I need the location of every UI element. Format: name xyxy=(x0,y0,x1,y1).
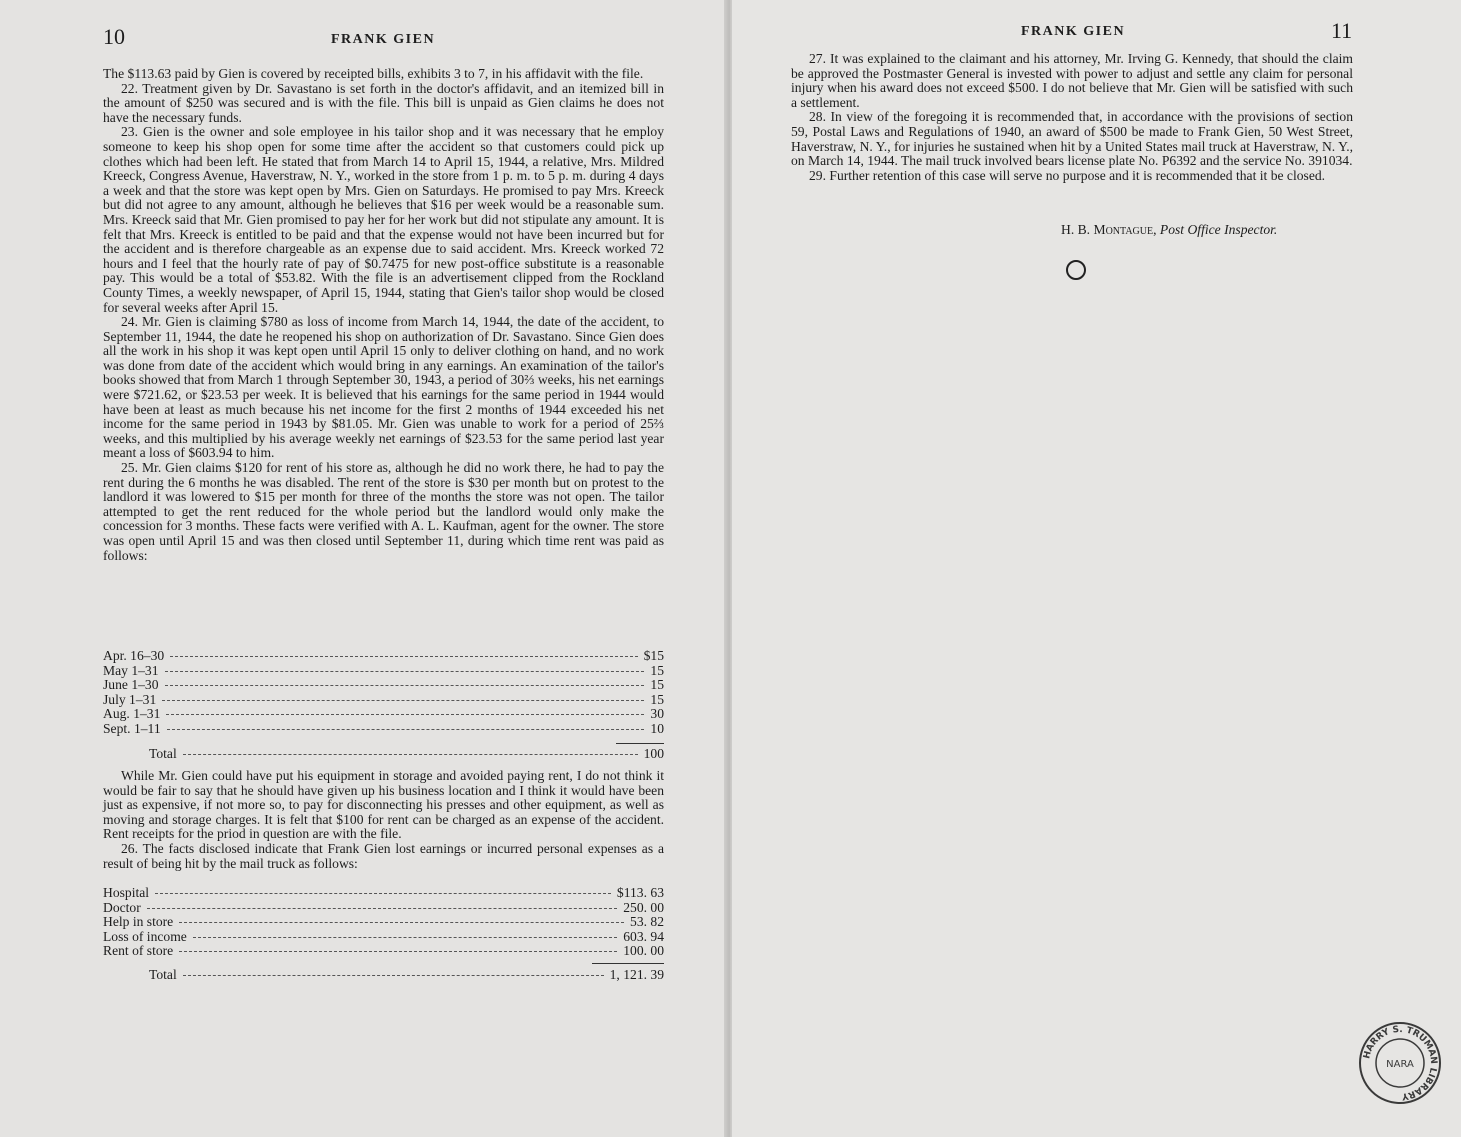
left-body xyxy=(103,67,664,563)
paragraph: 23. Gien is the owner and sole employee in his tailor shop and it was necessary that he employ someone to keep his shop open for some time after the accident so that customers could pick up clothes which had been left. He stated that from March 14 to April 15, 1944, a relative, Mrs. Mildred Kreeck, Congress Avenue, Haverstraw, N. Y., worked in the store from 1 p. m. to 5 p. m. during 4 days a week and that the store was kept open by Mrs. Gien on Saturdays. He promised to pay Mrs. Kreeck but did not agree to any amount, although he believes that $16 per week would be a reasonable sum. Mrs. Kreeck said that Mr. Gien promised to pay her for her work but did not stipulate any amount. It is felt that Mrs. Kreeck is entitled to be paid and that the expense would not have been incurred but for the accident and is therefore chargeable as an expense due to said accident. Mrs. Kreeck worked 72 hours and I feel that the hourly rate of pay of $0.7475 for new post-office substitute is a reasonable pay. This would be a total of $53.82. With the file is an advertisement clipped from the Rockland County Times, a weekly newspaper, of April 15, 1944, stating that Gien's tailor shop would be closed for several weeks after April 15. xyxy=(103,124,664,315)
table-row xyxy=(103,693,664,708)
table-row xyxy=(103,930,664,945)
signature-title: Post Office Inspector. xyxy=(1159,222,1278,237)
row-label: Help in store xyxy=(103,914,174,930)
paragraph: 27. It was explained to the claimant and his attorney, Mr. Irving G. Kennedy, that should the claim be approved the Postmaster General is invested with power to adjust and settle any claim for personal injury when his award does not exceed $500. I do not believe that Mr. Gien will be satisfied with such a settlement. xyxy=(791,51,1353,110)
row-amount: 53. 82 xyxy=(630,914,664,930)
row-amount: 30 xyxy=(650,706,664,722)
table-row xyxy=(103,944,664,959)
total-row xyxy=(103,747,664,762)
signature-name: H. B. Montague, xyxy=(1061,222,1157,237)
total-amount: 1, 121. 39 xyxy=(609,966,664,982)
left-body-after xyxy=(103,769,664,871)
row-amount: 100. 00 xyxy=(623,943,664,959)
paragraph: The $113.63 paid by Gien is covered by receipted bills, exhibits 3 to 7, in his affidavit with the file. xyxy=(103,66,644,81)
page-number: 11 xyxy=(1331,18,1353,43)
stamp-center-text: NARA xyxy=(1386,1059,1414,1070)
row-label: Aug. 1–31 xyxy=(103,706,161,722)
paragraph: 25. Mr. Gien claims $120 for rent of his store as, although he did no work there, he had to pay the rent during the 6 months he was disabled. The rent of the store is $30 per month but on protest to the landlord it was lowered to $15 per month for three of the months the store was not open. The tailor attempted to get the rent reduced for the whole period but the landlord would only make the concession for 3 months. These facts were verified with A. L. Kaufman, agent for the owner. The store was open until April 15 and was then closed until September 11, during which time rent was paid as follows: xyxy=(103,460,664,563)
circle-mark-icon xyxy=(1066,260,1086,280)
row-label: Hospital xyxy=(103,885,150,900)
row-label: Apr. 16–30 xyxy=(103,648,165,663)
paragraph: 26. The facts disclosed indicate that Frank Gien lost earnings or incurred personal expenses as a result of being hit by the mail truck as follows: xyxy=(103,840,664,871)
table-row xyxy=(103,678,664,693)
paragraph: 28. In view of the foregoing it is recommended that, in accordance with the provisions of section 59, Postal Laws and Regulations of 1940, an award of $500 be made to Frank Gien, 50 West Street, Haverstraw, N. Y., for injuries he sustained when hit by a United States mail truck at Haverstraw, N. Y., on March 14, 1944. The mail truck involved bears license plate No. P6392 and the service No. 391034. xyxy=(791,109,1353,169)
table-row xyxy=(103,722,664,737)
left-page xyxy=(0,0,728,1137)
row-label: Rent of store xyxy=(103,943,174,959)
expense-table xyxy=(103,886,664,983)
stamp-outer-text: HARRY S. TRUMAN LIBRARY xyxy=(1362,1024,1439,1102)
row-amount: 15 xyxy=(650,662,664,678)
row-amount: 15 xyxy=(650,677,664,693)
right-body xyxy=(791,52,1353,183)
row-amount: $15 xyxy=(643,648,664,663)
table-row xyxy=(103,664,664,679)
running-head: FRANK GIEN xyxy=(331,32,436,47)
row-amount: $113. 63 xyxy=(616,885,664,900)
table-row xyxy=(103,707,664,722)
rent-table xyxy=(103,649,664,761)
total-label: Total xyxy=(149,966,177,982)
row-label: Loss of income xyxy=(103,928,187,944)
paragraph: 22. Treatment given by Dr. Savastano is set forth in the doctor's affidavit, and an itemized bill in the amount of $250 was secured and is with the file. This bill is unpaid as Gien claims he does not have the necessary funds. xyxy=(103,80,664,125)
table-row xyxy=(103,649,664,664)
signature xyxy=(1061,222,1277,238)
table-row xyxy=(103,915,664,930)
total-row xyxy=(103,968,664,983)
table-row xyxy=(103,901,664,916)
total-label: Total xyxy=(149,745,177,761)
row-label: July 1–31 xyxy=(103,691,157,707)
running-head: FRANK GIEN xyxy=(1021,24,1126,39)
row-amount: 603. 94 xyxy=(623,928,664,944)
table-row xyxy=(103,886,664,901)
row-label: May 1–31 xyxy=(103,662,159,678)
row-amount: 10 xyxy=(650,720,664,736)
row-label: Doctor xyxy=(103,899,141,915)
row-amount: 15 xyxy=(650,691,664,707)
paragraph: 29. Further retention of this case will serve no purpose and it is recommended that it be closed. xyxy=(809,167,1326,183)
row-label: Sept. 1–11 xyxy=(103,720,161,736)
library-stamp-icon xyxy=(1357,1020,1443,1106)
row-amount: 250. 00 xyxy=(623,899,664,915)
total-amount: 100 xyxy=(643,745,664,761)
page-number: 10 xyxy=(103,24,125,49)
paragraph: While Mr. Gien could have put his equipment in storage and avoided paying rent, I do not think it would be fair to say that he should have given up his business location and I think it would have been just as expensive, if not more so, to pay for disconnecting his presses and other equipment, as well as moving and storage charges. It is felt that $100 for rent can be charged as an expense of the accident. Rent receipts for the priod in question are with the file. xyxy=(103,768,664,842)
row-label: June 1–30 xyxy=(103,677,159,693)
paragraph: 24. Mr. Gien is claiming $780 as loss of income from March 14, 1944, the date of the accident, to September 11, 1944, the date he reopened his shop on authorization of Dr. Savastano. Since Gien does all the work in his shop it was kept open until April 15 only to deliver clothing on hand, and no work was done from date of the accident which would bring in any earnings. An examination of the tailor's books showed that from March 1 through September 30, 1943, a period of 30⅔ weeks, his net earnings were $721.62, or $23.53 per week. It is believed that his earnings for the same period in 1944 would have been at least as much because his net income for the first 2 months of 1944 exceeded his net income for the same period in 1943 by $81.05. Mr. Gien was unable to work for a period of 25⅔ weeks, and this multiplied by his average weekly net earnings of $23.53 for the same period last year meant a loss of $603.94 to him. xyxy=(103,314,664,461)
